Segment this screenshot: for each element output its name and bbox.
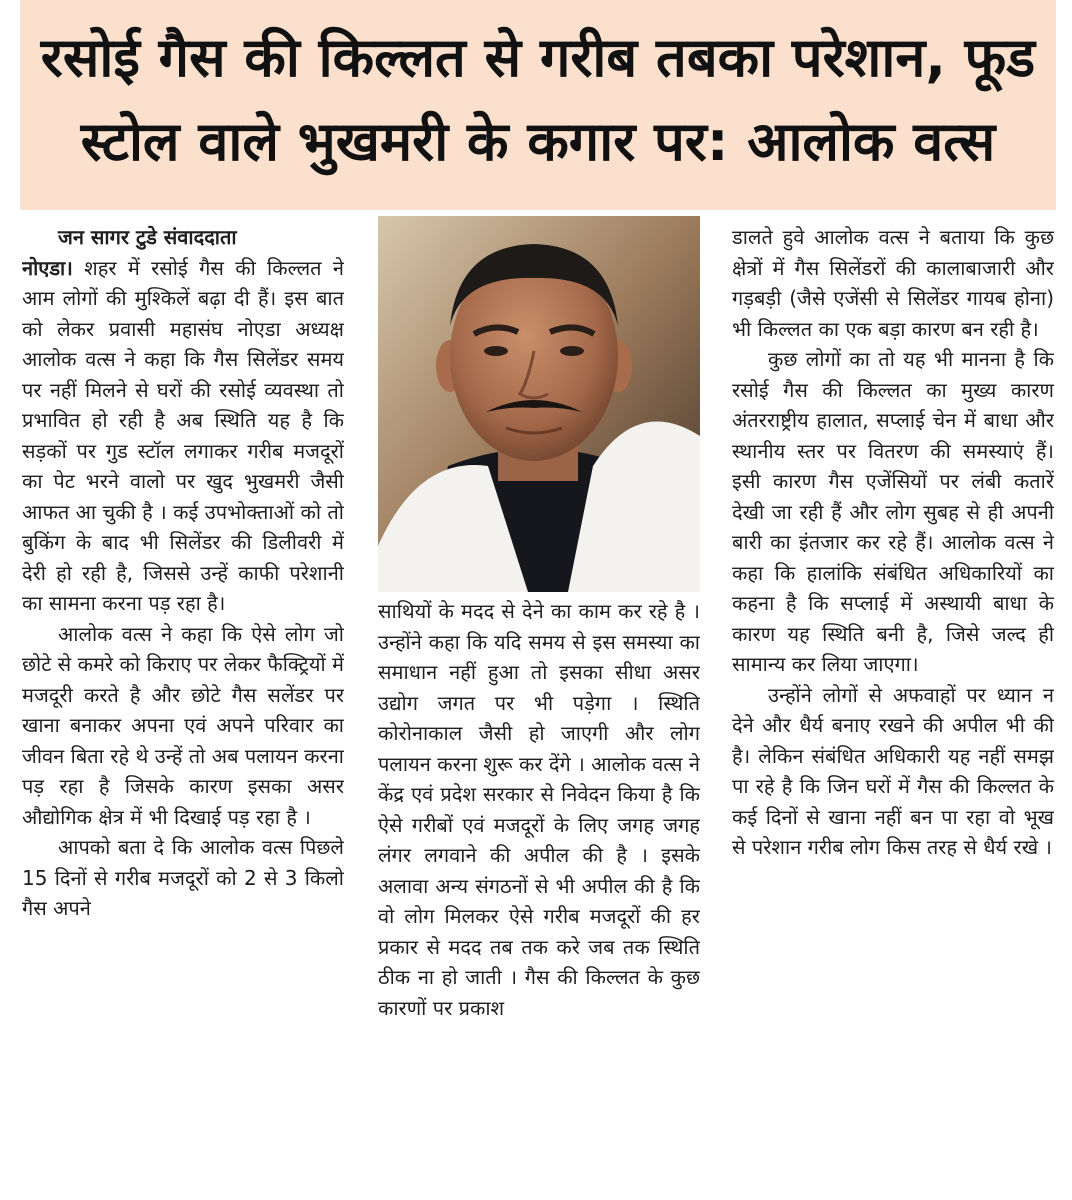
paragraph-1 — [22, 253, 344, 619]
portrait-photo — [378, 216, 700, 592]
paragraph-6: कुछ लोगों का तो यह भी मानना है कि रसोई गैस की किल्लत का मुख्य कारण अंतरराष्ट्रीय हालात, सप्लाई चेन में बाधा और स्थानीय स्तर पर वितरण की समस्याएं हैं। इसी कारण गैस एजेंसियों पर लंबी कतारें देखी जा रही हैं और लोग सुबह से ही अपनी बारी का इंतजार कर रहे हैं। आलोक वत्स ने कहा कि हालांकि संबंधित अधिकारियों का कहना है कि सप्लाई में अस्थायी बाधा के कारण यह स्थिति बनी है, जिसे जल्द ही सामान्य कर लिया जाएगा। — [732, 347, 1054, 676]
column-right — [732, 222, 1054, 1190]
paragraph-1-text: शहर में रसोई गैस की किल्लत ने आम लोगों की मुश्किलें बढ़ा दी हैं। इस बात को लेकर प्रवासी महासंघ नोएडा अध्यक्ष आलोक वत्स ने कहा कि गैस सिलेंडर समय पर नहीं मिलने से घरों की रसोई व्यवस्था तो प्रभावित हो रही है अब स्थिति यह है कि सड़कों पर गुड स्टॉल लगाकर गरीब मजदूरों का पेट भरने वालो पर खुद भुखमरी जैसी आफत आ चुकी है । कई उपभोक्ताओं को तो बुकिंग के बाद भी सिलेंडर की डिलीवरी में देरी हो रही है, जिससे उन्हें काफी परेशानी का सामना करना पड़ रहा है। — [22, 255, 344, 615]
paragraph-7: उन्होंने लोगों से अफवाहों पर ध्यान न देने और धैर्य बनाए रखने की अपील भी की है। लेकिन संबंधित अधिकारी यह नहीं समझ पा रहे है कि जिन घरों में गैस की किल्लत के कई दिनों से खाना नहीं बन पा रहा वो भूख से परेशान गरीब लोग किस तरह से धैर्य रखे । — [732, 682, 1054, 859]
paragraph-5: डालते हुवे आलोक वत्स ने बताया कि कुछ क्षेत्रों में गैस सिलेंडरों की कालाबाजारी और गड़बड़ी (जैसे एजेंसी से सिलेंडर गायब होना) भी किल्लत का एक बड़ा कारण बन रही है। — [732, 225, 1054, 341]
dateline: नोएडा। — [22, 255, 73, 280]
paragraph-4: साथियों के मदद से देने का काम कर रहे है । उन्होंने कहा कि यदि समय से इस समस्या का समाधान नहीं हुआ तो इसका सीधा असर उद्योग जगत पर भी पड़ेगा । स्थिति कोरोनाकाल जैसी हो जाएगी और लोग पलायन करना शुरू कर देंगे । आलोक वत्स ने केंद्र एवं प्रदेश सरकार से निवेदन किया है कि ऐसे गरीबों एवं मजदूरों के लिए जगह जगह लंगर लगवाने की अपील की है । इसके अलावा अन्य संगठनों से भी अपील की है कि वो लोग मिलकर ऐसे गरीब मजदूरों की हर प्रकार से मदद तब तक करे जब तक स्थिति ठीक ना हो जाती । गैस की किल्लत के कुछ कारणों पर प्रकाश — [378, 599, 700, 1020]
article-headline: रसोई गैस की किल्लत से गरीब तबका परेशान, फूड स्टोल वाले भुखमरी के कगार पर: आलोक वत्स — [40, 26, 1036, 173]
column-middle — [378, 596, 700, 1190]
byline: जन सागर टुडे संवाददाता — [58, 225, 237, 249]
paragraph-2: आलोक वत्स ने कहा कि ऐसे लोग जो छोटे से कमरे को किराए पर लेकर फैक्ट्रियों में मजदूरी करते है और छोटे गैस सलेंडर पर खाना बनाकर अपना एवं अपने परिवार का जीवन बिता रहे थे उन्हें तो अब पलायन करना पड़ रहा है जिसके कारण इसका असर औद्योगिक क्षेत्र में भी दिखाई पड़ रहा है । — [22, 621, 344, 829]
portrait-illustration — [378, 216, 700, 592]
headline-banner — [20, 0, 1056, 210]
column-left — [22, 222, 344, 1190]
paragraph-3: आपको बता दे कि आलोक वत्स पिछले 15 दिनों से गरीब मजदूरों को 2 से 3 किलो गैस अपने — [22, 835, 344, 920]
